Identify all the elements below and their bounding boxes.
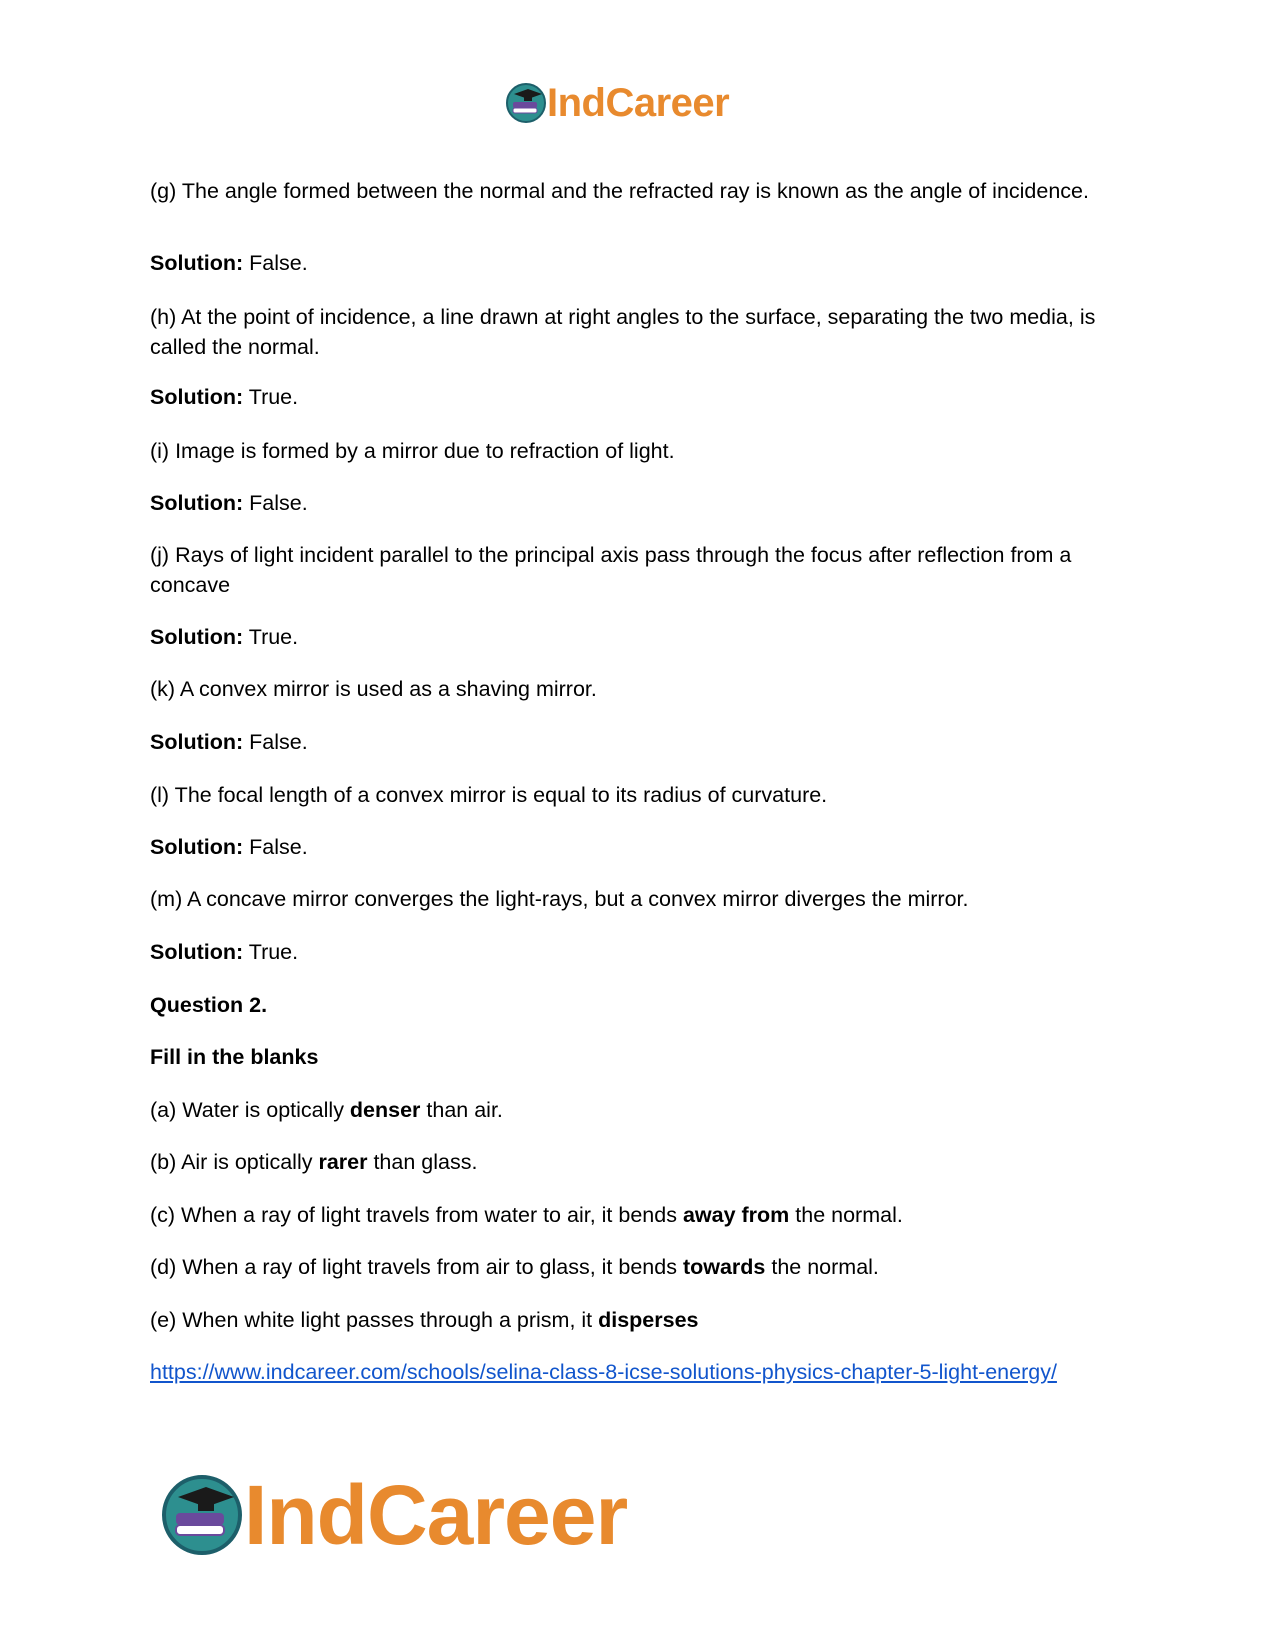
solution-label: Solution: — [150, 491, 244, 515]
blank-text: (e) When white light passes through a prism, it — [150, 1308, 599, 1332]
blank-text: than glass. — [367, 1150, 478, 1174]
blank-text: (b) Air is optically — [150, 1150, 319, 1174]
blank-text: (d) When a ray of light travels from air to glass, it bends — [150, 1255, 683, 1279]
item-h-question: (h) At the point of incidence, a line drawn at right angles to the surface, separating the two media, is called the normal. — [150, 305, 1096, 359]
blank-b — [150, 1147, 477, 1177]
blank-c — [150, 1200, 903, 1230]
solution-label: Solution: — [150, 730, 244, 754]
question-2-title — [150, 990, 267, 1020]
solution-label: Solution: — [150, 625, 244, 649]
solution-label: Solution: — [150, 940, 244, 964]
item-k-solution — [150, 727, 308, 757]
source-link-row — [150, 1357, 1057, 1387]
solution-label: Solution: — [150, 251, 244, 275]
logo-text: IndCareer — [547, 80, 730, 125]
item-h-solution — [150, 382, 298, 412]
solution-value: True. — [248, 385, 299, 409]
blank-answer: towards — [682, 1255, 766, 1279]
logo-text: IndCareer — [244, 1467, 628, 1562]
solution-value: False. — [249, 251, 308, 275]
header-logo — [505, 80, 729, 126]
item-l-solution — [150, 832, 308, 862]
item-j-solution — [150, 622, 298, 652]
item-i-solution — [150, 488, 308, 518]
blank-a — [150, 1095, 503, 1125]
solution-value: True. — [248, 625, 299, 649]
item-m-question: (m) A concave mirror converges the light-rays, but a convex mirror diverges the mirror. — [150, 887, 969, 911]
item-i-question: (i) Image is formed by a mirror due to refraction of light. — [150, 439, 675, 463]
blank-text: the normal. — [789, 1203, 903, 1227]
book-globe-icon — [160, 1473, 244, 1557]
footer-logo — [160, 1467, 628, 1562]
blank-answer: disperses — [598, 1308, 699, 1332]
item-g-question: (g) The angle formed between the normal and the refracted ray is known as the angle of incidence. — [150, 179, 1089, 203]
solution-value: False. — [249, 835, 308, 859]
blank-answer: rarer — [318, 1150, 368, 1174]
item-g-solution — [150, 248, 308, 278]
blank-answer: away from — [682, 1203, 790, 1227]
question-2-subtitle — [150, 1042, 318, 1072]
item-m-solution — [150, 937, 298, 967]
solution-label: Solution: — [150, 835, 244, 859]
blank-text: (c) When a ray of light travels from water to air, it bends — [150, 1203, 683, 1227]
book-globe-icon — [505, 82, 547, 124]
blank-e — [150, 1305, 699, 1335]
question-subtitle-text: Fill in the blanks — [150, 1045, 319, 1069]
item-k-question: (k) A convex mirror is used as a shaving mirror. — [150, 677, 597, 701]
question-title-text: Question 2. — [150, 993, 268, 1017]
item-j-question: (j) Rays of light incident parallel to the principal axis pass through the focus after reflection from a concave — [150, 543, 1072, 597]
blank-answer: denser — [349, 1098, 421, 1122]
solution-value: True. — [248, 940, 299, 964]
blank-text: (a) Water is optically — [150, 1098, 350, 1122]
blank-text: the normal. — [765, 1255, 879, 1279]
blank-d — [150, 1252, 879, 1282]
solution-value: False. — [249, 730, 308, 754]
solution-label: Solution: — [150, 385, 244, 409]
source-link[interactable]: https://www.indcareer.com/schools/selina-class-8-icse-solutions-physics-chapter-5-light-energy/ — [150, 1360, 1057, 1384]
solution-value: False. — [249, 491, 308, 515]
item-l-question: (l) The focal length of a convex mirror is equal to its radius of curvature. — [150, 783, 828, 807]
blank-text: than air. — [420, 1098, 503, 1122]
